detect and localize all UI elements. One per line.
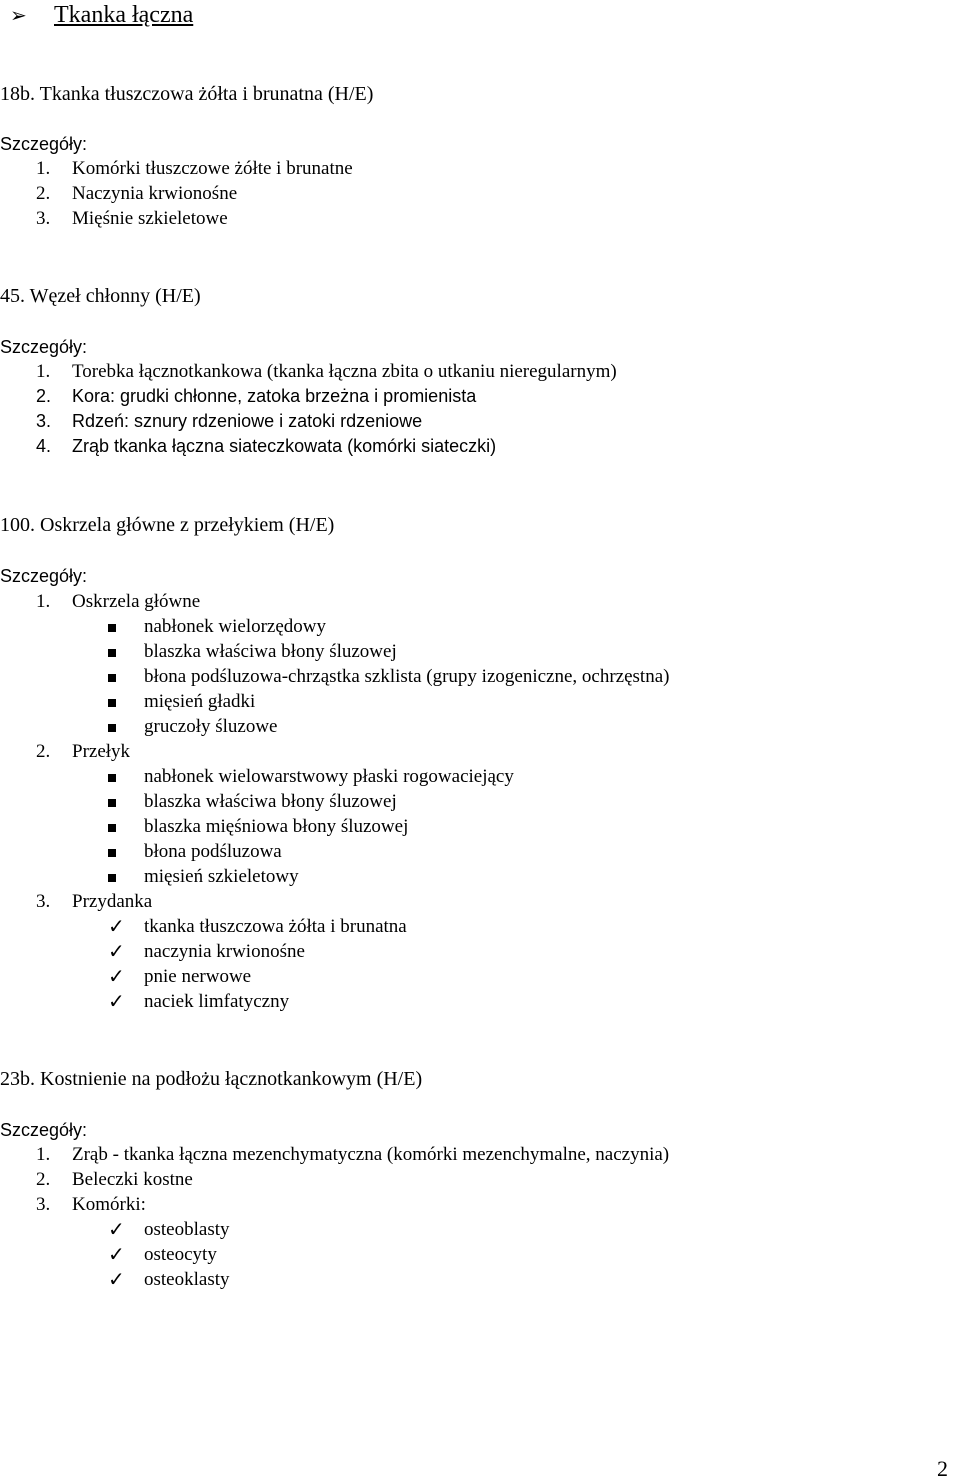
list-item: [36, 1142, 669, 1167]
square-bullet-icon: [108, 824, 116, 832]
checkmark-icon: ✓: [108, 989, 125, 1013]
square-bullet-icon: [108, 674, 116, 682]
list-number: 2.: [36, 183, 51, 204]
square-bullet-icon: [108, 799, 116, 807]
list-text: Przełyk: [72, 741, 131, 762]
arrow-right-icon: ➢: [10, 3, 27, 27]
details-label: Szczegóły:: [0, 1120, 88, 1140]
sub-list-text: osteoblasty: [144, 1219, 230, 1240]
list-number: 2.: [36, 386, 52, 406]
sub-list-item: [108, 1242, 217, 1267]
list-item: [36, 156, 353, 181]
square-bullet-icon: [108, 874, 116, 882]
list-number: 3.: [36, 891, 51, 912]
sub-list-text: osteocyty: [144, 1244, 217, 1265]
list-item: [36, 384, 476, 409]
section-heading-45: 45. Węzeł chłonny (H/E): [0, 285, 201, 307]
list-text: Naczynia krwionośne: [72, 183, 238, 204]
square-bullet-icon: [108, 624, 116, 632]
details-label: Szczegóły:: [0, 566, 88, 586]
sub-list-text: naczynia krwionośne: [144, 941, 305, 962]
sub-list-item: [108, 839, 282, 864]
sub-list-item: [108, 764, 514, 789]
checkmark-icon: ✓: [108, 1242, 125, 1266]
list-item: [36, 181, 237, 206]
square-bullet-icon: [108, 774, 116, 782]
sub-list-text: blaszka właściwa błony śluzowej: [144, 641, 397, 662]
sub-list-item: [108, 664, 669, 689]
list-text: Przydanka: [72, 891, 153, 912]
list-text: Beleczki kostne: [72, 1169, 193, 1190]
list-number: 3.: [36, 411, 52, 431]
checkmark-icon: ✓: [108, 939, 125, 963]
list-number: 3.: [36, 1194, 51, 1215]
list-number: 2.: [36, 741, 51, 762]
list-item: [36, 409, 422, 434]
square-bullet-icon: [108, 649, 116, 657]
sub-list-item: [108, 864, 299, 889]
list-number: 1.: [36, 591, 51, 612]
sub-list-item: [108, 989, 289, 1014]
checkmark-icon: ✓: [108, 1217, 125, 1241]
checkmark-icon: ✓: [108, 964, 125, 988]
list-text: Zrąb - tkanka łączna mezenchymatyczna (komórki mezenchymalne, naczynia): [72, 1144, 670, 1165]
list-item: [36, 889, 152, 914]
sub-list-item: [108, 914, 407, 939]
list-number: 1.: [36, 158, 51, 179]
sub-list-text: pnie nerwowe: [144, 966, 252, 987]
square-bullet-icon: [108, 699, 116, 707]
sub-list-text: blaszka mięśniowa błony śluzowej: [144, 816, 409, 837]
sub-list-text: błona podśluzowa: [144, 841, 282, 862]
list-text: Oskrzela główne: [72, 591, 201, 612]
list-text: Komórki tłuszczowe żółte i brunatne: [72, 158, 353, 179]
page-number: 2: [937, 1456, 948, 1481]
section-heading-23b: 23b. Kostnienie na podłożu łącznotkankowym (H/E): [0, 1068, 423, 1090]
sub-list-item: [108, 639, 397, 664]
sub-list-item: [108, 614, 326, 639]
sub-list-text: mięsień szkieletowy: [144, 866, 299, 887]
sub-list-item: [108, 964, 251, 989]
sub-list-text: błona podśluzowa-chrząstka szklista (grupy izogeniczne, ochrzęstna): [144, 666, 670, 687]
details-label: Szczegóły:: [0, 337, 88, 357]
list-number: 2.: [36, 1169, 51, 1190]
sub-list-item: [108, 789, 397, 814]
list-text: Rdzeń: sznury rdzeniowe i zatoki rdzeniowe: [72, 411, 423, 431]
sub-list-text: mięsień gładki: [144, 691, 256, 712]
list-number: 4.: [36, 436, 52, 456]
list-text: Mięśnie szkieletowe: [72, 208, 228, 229]
section-heading-18b: 18b. Tkanka tłuszczowa żółta i brunatna (H/E): [0, 83, 374, 105]
sub-list-text: nabłonek wielorzędowy: [144, 616, 327, 637]
list-number: 3.: [36, 208, 51, 229]
section-heading-100: 100. Oskrzela główne z przełykiem (H/E): [0, 514, 335, 536]
list-text: Kora: grudki chłonne, zatoka brzeżna i promienista: [72, 386, 477, 406]
checkmark-icon: ✓: [108, 1267, 125, 1291]
list-item: [36, 206, 228, 231]
sub-list-text: naciek limfatyczny: [144, 991, 290, 1012]
document-title-row: [10, 0, 193, 30]
sub-list-item: [108, 714, 277, 739]
sub-list-item: [108, 1217, 230, 1242]
sub-list-text: blaszka właściwa błony śluzowej: [144, 791, 397, 812]
sub-list-item: [108, 1267, 230, 1292]
sub-list-text: osteoklasty: [144, 1269, 230, 1290]
checkmark-icon: ✓: [108, 914, 125, 938]
list-text: Torebka łącznotkankowa (tkanka łączna zbita o utkaniu nieregularnym): [72, 361, 617, 382]
document-title: Tkanka łączna: [54, 2, 194, 28]
square-bullet-icon: [108, 724, 116, 732]
sub-list-item: [108, 814, 408, 839]
list-text: Komórki:: [72, 1194, 146, 1215]
list-item: [36, 1167, 193, 1192]
sub-list-text: nabłonek wielowarstwowy płaski rogowaciejący: [144, 766, 514, 787]
sub-list-item: [108, 689, 255, 714]
details-label: Szczegóły:: [0, 134, 88, 154]
list-item: [36, 739, 130, 764]
sub-list-text: gruczoły śluzowe: [144, 716, 278, 737]
square-bullet-icon: [108, 849, 116, 857]
sub-list-text: tkanka tłuszczowa żółta i brunatna: [144, 916, 407, 937]
sub-list-item: [108, 939, 305, 964]
list-text: Zrąb tkanka łączna siateczkowata (komórki siateczki): [72, 436, 497, 456]
list-item: [36, 359, 617, 384]
list-number: 1.: [36, 361, 51, 382]
list-item: [36, 1192, 146, 1217]
list-item: [36, 434, 496, 459]
list-item: [36, 589, 200, 614]
list-number: 1.: [36, 1144, 51, 1165]
